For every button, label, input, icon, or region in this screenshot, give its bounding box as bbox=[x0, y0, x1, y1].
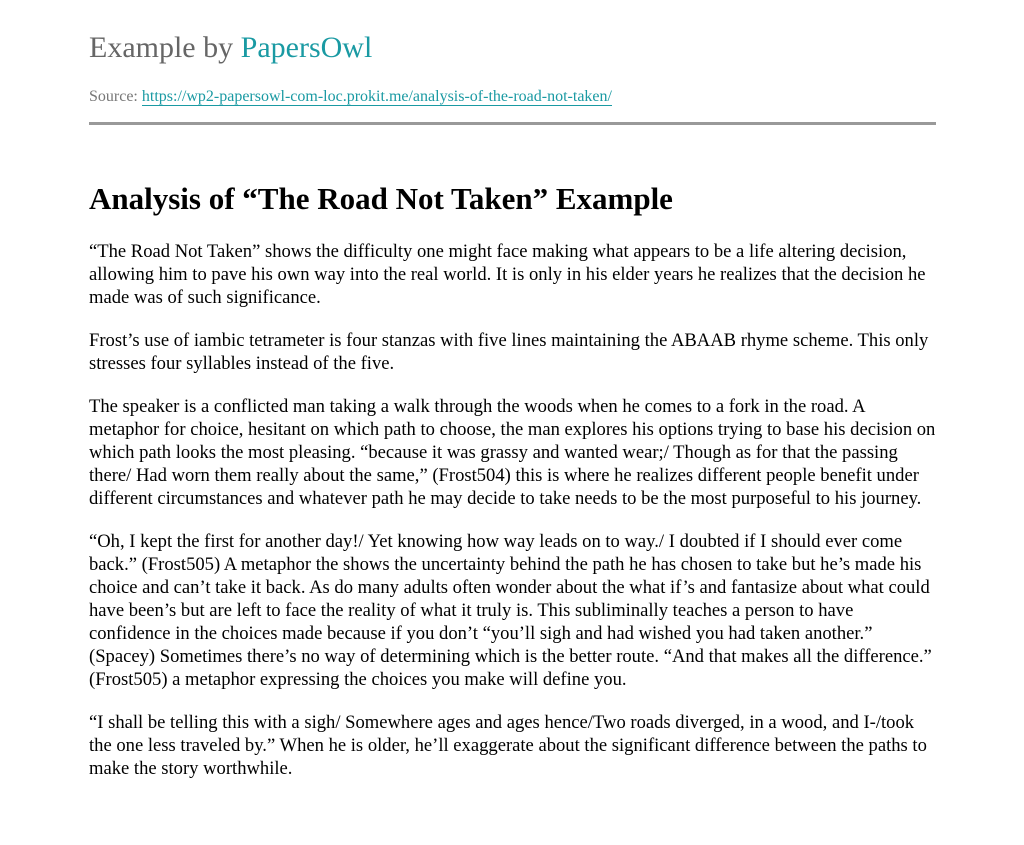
brand-heading bbox=[89, 31, 372, 65]
source-link[interactable]: https://wp2-papersowl-com-loc.prokit.me/analysis-of-the-road-not-taken/ bbox=[141, 88, 612, 105]
paragraph: Frost’s use of iambic tetrameter is four stanzas with five lines maintaining the ABAAB rhyme scheme. This only stresses four syllables instead of the five. bbox=[89, 330, 929, 374]
paragraph: “The Road Not Taken” shows the difficulty one might face making what appears to be a life altering decision, allowing him to pave his own way into the real world. It is only in his elder years he realizes that the decision he made was of such significance. bbox=[89, 241, 926, 308]
divider bbox=[89, 122, 936, 125]
paragraph: The speaker is a conflicted man taking a walk through the woods when he comes to a fork in the road. A metaphor for choice, hesitant on which path to choose, the man explores his options trying to base his decision on which path looks the most pleasing. “because it was grassy and wanted wear;/ Though as for that the passing there/ Had worn them really about the same,” (Frost504) this is where he realizes different people benefit under different circumstances and whatever path he may decide to take needs to be the most purposeful to his journey. bbox=[89, 396, 936, 509]
document-title: Analysis of “The Road Not Taken” Example bbox=[89, 181, 673, 216]
document-body bbox=[89, 240, 937, 800]
source-label: Source: bbox=[89, 88, 138, 105]
paragraph: “Oh, I kept the first for another day!/ Yet knowing how way leads on to way./ I doubted if I should ever come back.” (Frost505) A metaphor the shows the uncertainty behind the path he has chosen to take but he’s made his choice and can’t take it back. As do many adults often wonder about the what if’s and fantasize about what could have been’s but are left to face the reality of what it truly is. This subliminally teaches a person to have confidence in the choices made because if you don’t “you’ll sigh and had wished you had taken another.” (Spacey) Sometimes there’s no way of determining which is the better route. “And that makes all the difference.” (Frost505) a metaphor expressing the choices you make will define you. bbox=[89, 531, 932, 690]
paragraph: “I shall be telling this with a sigh/ Somewhere ages and ages hence/Two roads diverged, in a wood, and I-/took the one less traveled by.” When he is older, he’ll exaggerate about the significant difference between the paths to make the story worthwhile. bbox=[89, 712, 927, 779]
brand-prefix: Example by bbox=[89, 31, 234, 64]
source-line bbox=[89, 88, 612, 106]
brand-name: PapersOwl bbox=[240, 31, 373, 64]
